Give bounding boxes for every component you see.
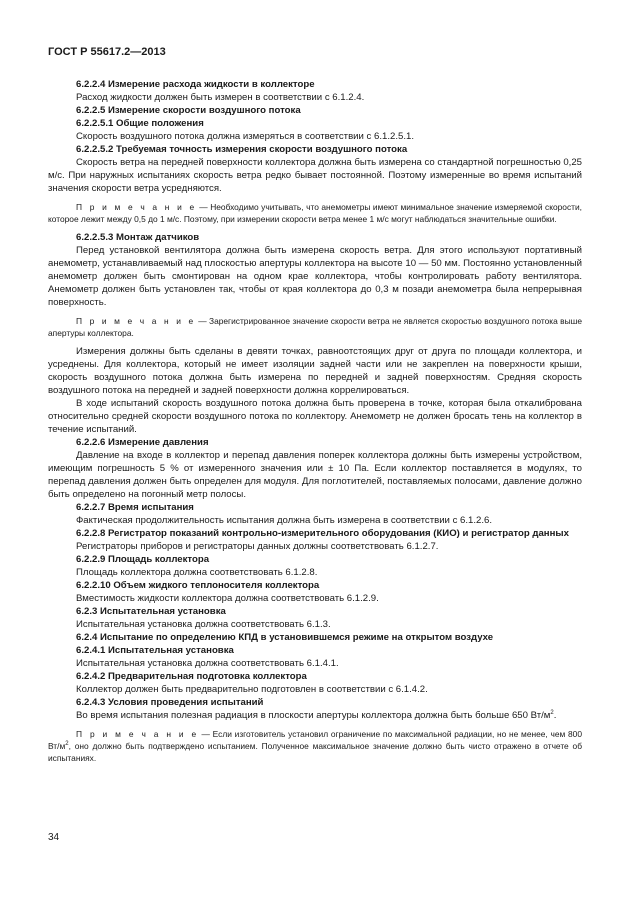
section-heading: 6.2.2.4 Измерение расхода жидкости в коллекторе [76, 79, 315, 90]
note-tail: , оно должно быть подтверждено испытанием. Полученное максимальное значение должно быть чисто отражено в отчете об испытаниях. [48, 741, 582, 763]
note-label: П р и м е ч а н и е [76, 729, 199, 739]
section-heading: 6.2.2.7 Время испытания [76, 502, 194, 513]
paragraph: Испытательная установка должна соответствовать 6.1.4.1. [76, 658, 339, 669]
paragraph: Давление на входе в коллектор и перепад давления поперек коллектора должны быть измерены устройством, имеющим погрешность 5 % от измеренного значения или ± 10 Па. Если коллектор поставляется в модулях, то перепад давления должен быть определен для модуля. Для поглотителей, поставляемых полосами, давление должно быть определено на погонный метр полосы. [48, 450, 582, 500]
paragraph: Фактическая продолжительность испытания должна быть измерена в соответствии с 6.1.2.6. [76, 515, 493, 526]
section-heading: 6.2.2.6 Измерение давления [76, 437, 209, 448]
section-heading: 6.2.2.5.1 Общие положения [76, 118, 204, 129]
page-number: 34 [48, 832, 60, 843]
section-heading: 6.2.2.10 Объем жидкого теплоносителя коллектора [76, 580, 320, 591]
paragraph: Перед установкой вентилятора должна быть измерена скорость ветра. Для этого используют портативный анемометр, устанавливаемый над плоскостью апертуры коллектора на высоте 10 — 50 мм. Постоянно установленный анемометр должен быть смонтирован на одном крае коллектора, чтобы контролировать работу вентилятора. Анемометр должен быть установлен так, чтобы от края коллектора до 0,3 м позади анемометра была непрерывная поверхность. [48, 245, 582, 308]
paragraph: Коллектор должен быть предварительно подготовлен в соответствии с 6.1.4.2. [76, 684, 428, 695]
paragraph: Площадь коллектора должна соответствовать 6.1.2.8. [76, 567, 318, 578]
document-body [48, 78, 582, 770]
paragraph: Расход жидкости должен быть измерен в соответствии с 6.1.2.4. [76, 92, 365, 103]
note-text: — Если изготовитель установил ограничение по максимальной радиации, но не менее, чем 800 Вт/м [48, 729, 582, 751]
note-text: — Необходимо учитывать, что анемометры имеют минимальное значение измеряемой скорости, которое лежит между 0,5 до 1 м/с. Поэтому, при измерении скорости ветра менее 1 м/с могут наблюдаться значительные ошибки. [48, 202, 582, 224]
note-label: П р и м е ч а н и е [76, 202, 197, 212]
section-heading: 6.2.2.5 Измерение скорости воздушного потока [76, 105, 301, 116]
paragraph: Измерения должны быть сделаны в девяти точках, равноотстоящих друг от друга по площади коллектора, и усреднены. Для коллектора, который не имеет изоляции задней части или не закреплен на поверхности крыши, скорость воздушного потока должна быть измерена по передней и задней поверхностям. Средняя скорость воздушного потока на передней и задней поверхности должна коррелироваться. [48, 346, 582, 396]
section-heading: 6.2.4 Испытание по определению КПД в установившемся режиме на открытом воздухе [76, 632, 494, 643]
note [48, 201, 582, 225]
note [48, 315, 582, 339]
paragraph: Испытательная установка должна соответствовать 6.1.3. [76, 619, 331, 630]
superscript: 2 [550, 709, 554, 716]
paragraph-text: Во время испытания полезная радиация в плоскости апертуры коллектора должна быть больше 650 Вт/м [76, 710, 551, 721]
section-heading: 6.2.2.5.2 Требуемая точность измерения скорости воздушного потока [76, 144, 408, 155]
section-heading: 6.2.2.9 Площадь коллектора [76, 554, 210, 565]
section-heading: 6.2.4.2 Предварительная подготовка коллектора [76, 671, 307, 682]
section-heading: 6.2.2.5.3 Монтаж датчиков [76, 232, 200, 243]
note-text: — Зарегистрированное значение скорости ветра не является скоростью воздушного потока выше апертуры коллектора. [48, 316, 582, 338]
section-heading: 6.2.2.8 Регистратор показаний контрольно-измерительного оборудования (КИО) и регистратор данных [76, 528, 569, 539]
note-label: П р и м е ч а н и е [76, 316, 196, 326]
document-code: ГОСТ Р 55617.2—2013 [48, 46, 166, 58]
paragraph: Вместимость жидкости коллектора должна соответствовать 6.1.2.9. [76, 593, 379, 604]
superscript: 2 [65, 741, 69, 748]
paragraph: Скорость ветра на передней поверхности коллектора должна быть измерена со стандартной погрешностью 0,25 м/с. При наружных испытаниях скорость ветра редко бывает постоянной. Поэтому измеренные во время испытаний значения скорости ветра усредняются. [48, 157, 582, 194]
paragraph [48, 709, 582, 722]
section-heading: 6.2.4.1 Испытательная установка [76, 645, 234, 656]
paragraph: Скорость воздушного потока должна измеряться в соответствии с 6.1.2.5.1. [76, 131, 415, 142]
note [48, 728, 582, 764]
paragraph-tail: . [553, 710, 557, 721]
paragraph: В ходе испытаний скорость воздушного потока должна быть проверена в точке, которая была откалиброванa относительно средней скорости воздушного потока по коллектору. Анемометр не должен бросать тень на коллектор в течение испытаний. [48, 398, 582, 435]
paragraph: Регистраторы приборов и регистраторы данных должны соответствовать 6.1.2.7. [76, 541, 439, 552]
section-heading: 6.2.4.3 Условия проведения испытаний [76, 697, 264, 708]
section-heading: 6.2.3 Испытательная установка [76, 606, 226, 617]
